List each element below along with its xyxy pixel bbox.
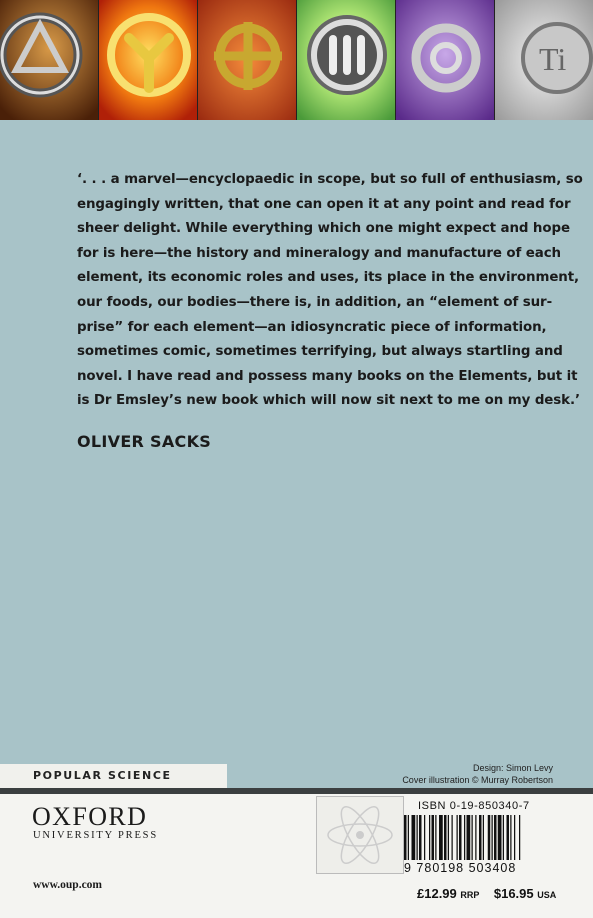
three-bars-symbol-icon	[297, 0, 396, 120]
tile-cross-circle	[198, 0, 297, 120]
barcode-bar	[475, 815, 476, 860]
ti-label: Ti	[539, 41, 567, 77]
quote-author: OLIVER SACKS	[77, 432, 212, 451]
tile-concentric-circle	[396, 0, 495, 120]
barcode-bar	[479, 815, 482, 860]
barcode-bar	[448, 815, 449, 860]
barcode-bar	[514, 815, 515, 860]
barcode-bar	[457, 815, 458, 860]
barcode-bar	[507, 815, 510, 860]
design-credit: Design: Simon Levy	[472, 763, 553, 773]
quote-line: for is here—the history and mineralogy and manufacture of each	[77, 245, 561, 261]
barcode-bar	[492, 815, 493, 860]
publisher-logo: OXFORD	[32, 802, 148, 831]
tile-three-bars	[297, 0, 396, 120]
barcode-bar	[439, 815, 443, 860]
price-gbp: £12.99	[417, 886, 457, 901]
quote-line: engagingly written, that one can open it at any point and read for	[77, 196, 571, 212]
barcode-bar	[429, 815, 430, 860]
review-quote	[77, 168, 583, 414]
concentric-circle-symbol-icon	[396, 0, 495, 120]
price-usd: $16.95	[493, 886, 534, 901]
triangle-symbol-icon	[0, 0, 99, 120]
price-line	[417, 886, 556, 901]
category-label: POPULAR SCIENCE	[33, 769, 172, 782]
category-band	[0, 764, 227, 788]
illustration-credit: Cover illustration © Murray Robertson	[402, 775, 553, 785]
tile-ti-coin	[495, 0, 593, 120]
barcode-bar	[404, 815, 407, 860]
barcode-bar	[424, 815, 425, 860]
barcode	[404, 815, 562, 860]
barcode-bar	[503, 815, 504, 860]
barcode-bar	[417, 815, 418, 860]
barcode-bar	[467, 815, 471, 860]
barcode-bar	[452, 815, 453, 860]
ti-coin-symbol-icon	[495, 0, 593, 120]
tri-spoke-symbol-icon	[99, 0, 198, 120]
barcode-bar	[464, 815, 465, 860]
quote-line: prise” for each element—an idiosyncratic piece of information,	[77, 319, 547, 335]
barcode-bar	[444, 815, 447, 860]
tile-tri-spoke	[99, 0, 198, 120]
atom-icon	[317, 797, 403, 873]
element-symbol-strip	[0, 0, 593, 120]
price-gbp-label: RRP	[460, 890, 480, 900]
isbn: ISBN 0-19-850340-7	[418, 800, 530, 812]
price-usd-label: USA	[537, 890, 557, 900]
quote-line: novel. I have read and possess many books on the Elements, but it	[77, 368, 578, 384]
barcode-bar	[419, 815, 422, 860]
barcode-bar	[494, 815, 497, 860]
barcode-bar	[519, 815, 520, 860]
barcode-bar	[408, 815, 409, 860]
barcode-bar	[510, 815, 511, 860]
barcode-number: 9 780198 503408	[404, 861, 517, 875]
barcode-bar	[472, 815, 473, 860]
cover-credits	[402, 762, 553, 786]
quote-line: sheer delight. While everything which one might expect and hope	[77, 221, 570, 237]
quote-line: our foods, our bodies—there is, in addition, an “element of sur-	[77, 294, 553, 310]
barcode-bar	[412, 815, 416, 860]
tile-triangle	[0, 0, 99, 120]
quote-line: sometimes comic, sometimes terrifying, but always startling and	[77, 344, 563, 360]
publisher-press: UNIVERSITY PRESS	[33, 830, 158, 841]
quote-line: element, its economic roles and uses, its place in the environment,	[77, 270, 580, 286]
cross-circle-symbol-icon	[198, 0, 297, 120]
quote-line: ‘. . . a marvel—encyclopaedic in scope, but so full of enthusiasm, so	[77, 172, 583, 187]
quote-line: is Dr Emsley’s new book which will now sit next to me on my desk.’	[77, 393, 580, 409]
barcode-bar	[432, 815, 435, 860]
barcode-bar	[459, 815, 462, 860]
barcode-bar	[498, 815, 502, 860]
atom-emblem	[316, 796, 404, 874]
barcode-bar	[488, 815, 491, 860]
publisher-url: www.oup.com	[33, 879, 103, 891]
barcode-bar	[435, 815, 436, 860]
barcode-bar	[483, 815, 484, 860]
